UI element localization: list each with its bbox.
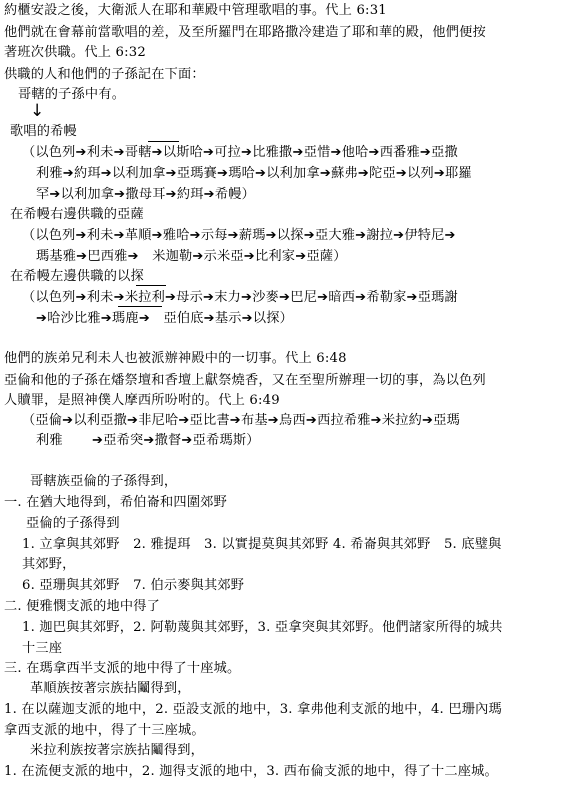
ethan-lineage-line2: ➔哈沙比雅➔瑪鹿➔ 亞伯底➔基示➔以探） <box>36 311 294 326</box>
cities-intro: 哥轄族亞倫的子孫得到， <box>30 474 178 489</box>
ethan-heading: 在希幔左邊供職的以探 <box>10 269 144 284</box>
asaph-heading: 在希幔右邊供職的亞薩 <box>10 207 144 222</box>
merari-cities-line1: 1. 在流便支派的地中，2. 迦得支派的地中，3. 西布倫支派的地中，得了十二座城。 <box>4 764 498 779</box>
merari-subheading: 米拉利族按著宗族拈鬮得到， <box>30 743 205 758</box>
heman-heading: 歌唱的希幔 <box>10 124 77 139</box>
ethan-lineage-line1: （以色列➔利未➔米拉利➔母示➔末力➔沙麥➔巴尼➔暗西➔希勒家➔亞瑪謝 <box>22 290 458 305</box>
heman-lineage-line2: 利雅➔約珥➔以利加拿➔亞瑪賽➔瑪哈➔以利加拿➔蘇弗➔陀亞➔以列➔耶羅 <box>36 166 472 181</box>
underline-mark <box>118 306 162 307</box>
section-3-heading: 三. 在瑪拿西半支派的地中得了十座城。 <box>4 661 241 676</box>
heman-lineage-line1: （以色列➔利未➔哥轄➔以斯哈➔可拉➔比雅撒➔亞惜➔他哈➔西番雅➔亞撒 <box>22 145 458 160</box>
section-1-subheading: 亞倫的子孫得到 <box>26 516 120 531</box>
section-1-cities-line1: 1. 立拿與其郊野 2. 雅提珥 3. 以實提莫與其郊野 4. 希崙與其郊野 5. 底璧與 <box>22 537 502 552</box>
list-intro: 供職的人和他們的子孫記在下面： <box>4 67 205 82</box>
gershon-cities-line1: 1. 在以薩迦支派的地中，2. 亞設支派的地中，3. 拿弗他利支派的地中，4. 巴珊內瑪 <box>4 702 502 717</box>
underline-mark <box>136 285 166 286</box>
section-1-cities-line3: 6. 亞珊與其郊野 7. 伯示麥與其郊野 <box>22 578 245 593</box>
verse-6-49-line2: 人贖罪，是照神僕人摩西所吩咐的。代上 6:49 <box>4 393 280 408</box>
section-1-cities-line2: 其郊野， <box>22 557 76 572</box>
verse-6-31: 約櫃安設之後，大衛派人在耶和華殿中管理歌唱的事。代上 6:31 <box>4 3 387 18</box>
section-2-cities-line1: 1. 迦巴與其郊野，2. 阿勒蔑與其郊野，3. 亞拿突與其郊野。他們諸家所得的城共 <box>22 620 503 635</box>
verse-6-32-line1: 他們就在會幕前當歌唱的差，及至所羅門在耶路撒冷建造了耶和華的殿，他們便按 <box>4 25 486 40</box>
asaph-lineage-line2: 瑪基雅➔巴西雅➔ 米迦勒➔示米亞➔比利家➔亞薩） <box>36 249 347 264</box>
overline-mark <box>148 141 179 142</box>
section-1-heading: 一. 在猶大地得到，希伯崙和四圍郊野 <box>4 495 227 510</box>
kohath-heading: 哥轄的子孫中有。 <box>18 87 126 102</box>
down-arrow-icon: ↓ <box>30 101 45 121</box>
verse-6-32-line2: 著班次供職。代上 6:32 <box>4 45 146 60</box>
asaph-lineage-line1: （以色列➔利未➔革順➔雅哈➔示每➔薪瑪➔以探➔亞大雅➔謝拉➔伊特尼➔ <box>22 228 456 243</box>
verse-6-49-line1: 亞倫和他的子孫在燔祭壇和香壇上獻祭燒香，又在至聖所辦理一切的事，為以色列 <box>4 373 486 388</box>
section-2-heading: 二. 便雅憫支派的地中得了 <box>4 599 161 614</box>
gershon-subheading: 革順族按著宗族拈鬮得到， <box>30 681 191 696</box>
aaron-lineage-line2a: 利雅 <box>36 433 63 448</box>
section-2-cities-line2: 十三座 <box>22 641 63 656</box>
aaron-lineage-line2b: ➔亞希突➔撒督➔亞希瑪斯） <box>92 433 260 448</box>
verse-6-48: 他們的族弟兄利未人也被派辦神殿中的一切事。代上 6:48 <box>4 351 347 366</box>
heman-lineage-line3: 罕➔以利加拿➔撒母耳➔約珥➔希幔） <box>36 187 256 202</box>
gershon-cities-line2: 拿西支派的地中，得了十三座城。 <box>4 723 205 738</box>
aaron-lineage-line1: （亞倫➔以利亞撒➔非尼哈➔亞比書➔布基➔烏西➔西拉希雅➔米拉約➔亞瑪 <box>22 413 461 428</box>
